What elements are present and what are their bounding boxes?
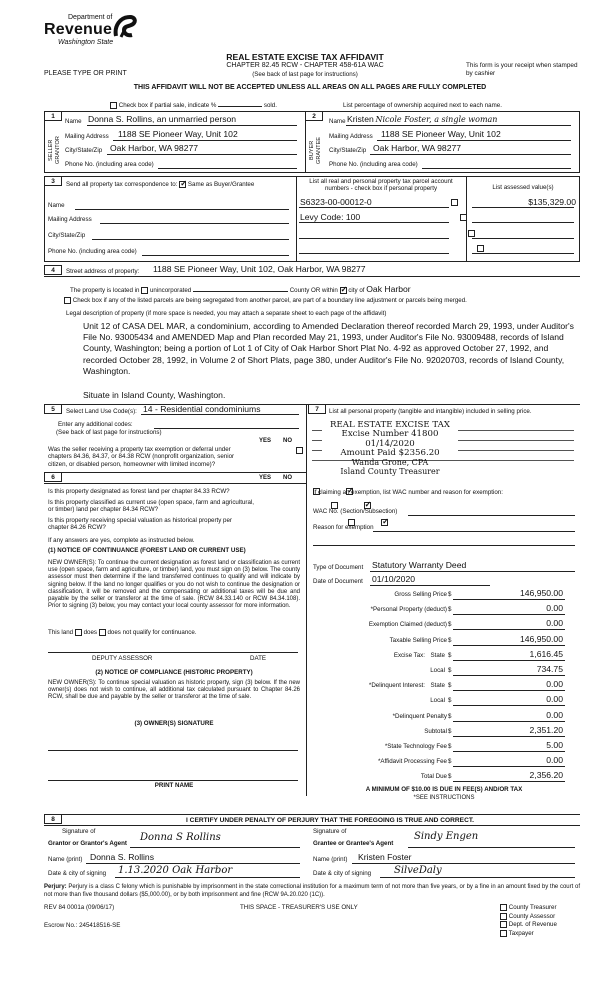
copy-county-assessor-checkbox[interactable]: [500, 913, 507, 920]
seller-city-label: City/State/Zip: [65, 147, 103, 154]
calc-dollar-sign: $: [448, 667, 452, 674]
calc-dollar-sign: $: [448, 682, 452, 690]
grantee-name-print-label: Name (print): [313, 856, 348, 863]
buyer-mailing-label: Mailing Address: [329, 133, 373, 140]
calc-label: Excise Tax:: [393, 651, 425, 659]
historic-no-checkbox[interactable]: [381, 519, 388, 526]
copy-dept-revenue: Dept. of Revenue: [508, 921, 557, 929]
form-see-back: (See back of last page for instructions): [252, 71, 358, 78]
segregated-checkbox[interactable]: [64, 297, 71, 304]
calc-sublabel: State: [430, 651, 445, 659]
stamp-line-6: Island County Treasurer: [340, 466, 440, 476]
calc-dollar-sign: $: [448, 591, 452, 598]
section-5-no-header: NO: [283, 438, 292, 444]
calc-value: 0.00: [546, 755, 563, 766]
seller-mailing: 1188 SE Pioneer Way, Unit 102: [118, 129, 238, 139]
perjury-label: Perjury:: [44, 884, 67, 890]
stamp-line-4: Amount Paid $2356.20: [322, 449, 458, 458]
minimum-fee-note: A MINIMUM OF $10.00 IS DUE IN FEE(S) AND/OR TAX: [365, 786, 523, 793]
section-4-number: 4: [44, 265, 62, 275]
send-correspondence-label: Send all property tax correspondence to:: [66, 181, 178, 189]
calc-value: 0.00: [546, 694, 563, 705]
section-6-yes-header: YES: [259, 475, 272, 481]
parcel-personal-checkbox-4[interactable]: [477, 245, 484, 252]
buyer-mailing: 1188 SE Pioneer Way, Unit 102: [381, 129, 501, 139]
street-address: 1188 SE Pioneer Way, Unit 102, Oak Harbor, WA 98277: [153, 264, 366, 274]
land-does-label: does: [83, 629, 97, 637]
same-as-buyer-checkbox[interactable]: [179, 181, 186, 188]
doc-type: Statutory Warranty Deed: [372, 560, 467, 570]
calc-sublabel: Local: [430, 697, 445, 705]
stamp-line-5: Wanda Grone, CPA: [351, 457, 429, 467]
grantor-name-print-label: Name (print): [48, 856, 83, 863]
perjury-text: Perjury is a class C felony which is punishable by imprisonment in the state correctional institution for a maximum term of not more than five years, or by a fine in an amount fixed by the court of not more than five thousand dollars ($5,000.00), or by both imprisonment and fine (RCW 9A.20.020 (1C)).: [44, 884, 581, 898]
unincorporated-checkbox[interactable]: [141, 287, 148, 294]
dor-logo: [44, 14, 139, 64]
calc-label: *Affidavit Processing Fee: [377, 758, 447, 766]
wac-label: WAC No. (Section/Subsection): [313, 508, 398, 515]
county-or-label: County OR within: [289, 287, 338, 294]
calc-value: 734.75: [536, 664, 563, 674]
calc-value: 0.00: [546, 618, 563, 629]
calc-dollar-sign: $: [448, 606, 452, 614]
calc-row: [313, 664, 575, 677]
segregated-label: Check box if any of the listed parcels are being segregated from another parcel, are part of a boundary line adjustment or parcels being merged.: [72, 297, 467, 305]
calc-label: Subtotal: [424, 727, 447, 735]
additional-codes-label: Enter any additional codes:: [58, 421, 133, 428]
excise-stamp: [322, 421, 458, 476]
calc-value: 2,351.20: [529, 724, 563, 735]
located-label: The property is located in: [70, 287, 140, 294]
calc-label: Total Due: [420, 773, 447, 781]
seller-name: Donna S. Rollins, an unmarried person: [88, 114, 237, 124]
calc-value: 0.00: [546, 603, 563, 614]
form-chapter: CHAPTER 82.45 RCW - CHAPTER 458-61A WAC: [226, 62, 384, 69]
please-type: PLEASE TYPE OR PRINT: [44, 70, 127, 77]
list-percentage-note: List percentage of ownership acquired next to each name.: [343, 102, 502, 109]
notice-1-text: NEW OWNER(S): To continue the current designation as forest land or classification as current use (open space, farm and agriculture, or timber) land, you must sign on (3) below. The county assessor must then determine if the land transferred continues to qualify and will indicate by signing below. If the land no longer qualifies or you do not wish to continue the designation or classification, it will be removed and the compensating or additional taxes will be due and payable by the seller or transferor at the time of sale. (RCW 84.33.140 or RCW 84.34.108). Prior to signing (3) below, you may contact your local county assessor for more information.: [48, 560, 300, 610]
forest-question: Is this property designated as forest land per chapter 84.33 RCW?: [48, 488, 230, 495]
current-use-question: Is this property classified as current use (open space, farm and agricultural, or timber) land per chapter 84.34 RCW?: [48, 499, 255, 514]
parcel-personal-checkbox-3[interactable]: [468, 230, 475, 237]
assessed-value: $135,329.00: [528, 197, 576, 207]
calc-label: *Delinquent Interest:: [368, 682, 425, 690]
buyer-name-handwritten: Nicole Foster, a single woman: [375, 115, 498, 124]
legal-description-label: Legal description of property (if more space is needed, you may attach a separate sheet to each page of the affidavit): [66, 310, 387, 317]
notice-2-title: (2) NOTICE OF COMPLIANCE (HISTORIC PROPERTY): [95, 669, 253, 676]
calc-row: [313, 634, 575, 647]
grantor-signature: Donna S Rollins: [140, 832, 221, 843]
print-name-label: PRINT NAME: [154, 782, 194, 789]
parcel-personal-checkbox-1[interactable]: [451, 199, 458, 206]
calc-row: [313, 588, 575, 601]
seller-city: Oak Harbor, WA 98277: [110, 143, 199, 153]
dept-line1: Department of: [68, 14, 113, 21]
situate-line: Situate in Island County, Washington.: [83, 390, 226, 400]
treasurer-use: THIS SPACE - TREASURER'S USE ONLY: [240, 904, 358, 911]
see-instructions-note: *SEE INSTRUCTIONS: [413, 795, 475, 801]
doc-type-label: Type of Document: [313, 564, 364, 571]
assessed-header: List assessed value(s): [492, 184, 554, 191]
if-yes-note: If any answers are yes, complete as instructed below.: [48, 537, 195, 544]
grantee-signature-of: Signature of: [313, 828, 347, 835]
partial-sale-checkbox[interactable]: [110, 102, 117, 109]
buyer-name-label: Name: [329, 118, 346, 125]
calc-row: [313, 618, 575, 631]
calc-row: [313, 649, 575, 662]
city-of-label: city of: [348, 287, 365, 294]
calc-dollar-sign: $: [448, 712, 452, 720]
grantee-date-city: SilveDaly: [394, 865, 442, 876]
section-3-number: 3: [44, 176, 62, 186]
copy-county-assessor: County Assessor: [508, 912, 556, 920]
doc-date: 01/10/2020: [372, 574, 416, 584]
city-value: Oak Harbor: [366, 284, 411, 294]
grantor-signature-of: Signature of: [62, 828, 96, 835]
calc-sublabel: Local: [430, 667, 445, 674]
calc-dollar-sign: $: [448, 727, 452, 735]
calc-dollar-sign: $: [448, 697, 452, 705]
grantee-signature: Sindy Engen: [414, 831, 479, 842]
copy-taxpayer-checkbox[interactable]: [500, 930, 507, 937]
calc-dollar-sign: $: [448, 621, 452, 629]
partial-sale-post: sold.: [263, 102, 277, 110]
section-5-yes-header: YES: [259, 438, 272, 444]
warning-banner: THIS AFFIDAVIT WILL NOT BE ACCEPTED UNLESS ALL AREAS ON ALL PAGES ARE FULLY COMPLETED: [133, 84, 487, 91]
notice-1-title: (1) NOTICE OF CONTINUANCE (FOREST LAND OR CURRENT USE): [48, 547, 246, 554]
doc-date-label: Date of Document: [313, 578, 363, 585]
grantee-date-city-label: Date & city of signing: [313, 870, 372, 877]
tax-phone-label: Phone No. (including area code): [48, 248, 137, 255]
unincorporated-label: unincorporated: [149, 287, 192, 294]
owner-signature-title: (3) OWNER(S) SIGNATURE: [134, 720, 214, 727]
tax-mailing-label: Mailing Address: [48, 216, 92, 223]
calc-label: *Personal Property (deduct): [370, 606, 447, 614]
additional-codes-note: (See back of last page for instructions): [56, 429, 162, 436]
buyer-city: Oak Harbor, WA 98277: [373, 143, 462, 153]
levy-code: Levy Code: 100: [300, 212, 361, 222]
seller-mailing-label: Mailing Address: [65, 133, 109, 140]
seller-phone-label: Phone No. (including area code): [65, 161, 154, 168]
partial-sale: [110, 102, 277, 110]
calc-value: 146,950.00: [519, 588, 563, 598]
calc-row: [313, 725, 575, 738]
calc-dollar-sign: $: [448, 758, 452, 766]
escrow-number: Escrow No.: 245418516-SE: [44, 922, 121, 929]
calc-dollar-sign: $: [448, 651, 452, 659]
grantor-agent-label: Grantor or Grantor's Agent: [48, 840, 127, 847]
rev-number: REV 84 0001a (09/06/17): [44, 904, 115, 911]
calc-label: Gross Selling Price: [394, 591, 447, 598]
calc-dollar-sign: $: [448, 743, 452, 750]
notice-2-text: NEW OWNER(S): To continue special valuation as historic property, sign (3) below. If the new owner(s) does not wish to continue, all additional tax calculated pursuant to Chapter 84.26 RCW, shall be due and payable by the seller or transferor at the time of sale.: [48, 680, 300, 701]
tax-name-label: Name: [48, 202, 65, 209]
grantee-agent-label: Grantee or Grantee's Agent: [313, 840, 394, 847]
calc-label: Taxable Selling Price: [389, 636, 447, 644]
calc-value: 0.00: [546, 679, 563, 690]
buyer-phone-label: Phone No. (including area code): [329, 161, 418, 168]
within-city-checkbox[interactable]: [340, 287, 347, 294]
calc-dollar-sign: $: [448, 636, 452, 644]
land-does-not-label: does not qualify for continuance.: [107, 629, 197, 637]
calc-row: [313, 755, 575, 768]
exemption-yes-checkbox[interactable]: [296, 447, 303, 454]
section-1-number: 1: [44, 111, 62, 121]
calc-row: [313, 710, 575, 723]
section-6-no-header: NO: [283, 475, 292, 481]
claiming-exemption-label: If claiming an exemption, list WAC number and reason for exemption:: [313, 489, 503, 496]
deputy-assessor-label: DEPUTY ASSESSOR: [92, 655, 153, 662]
this-land-label: This land: [48, 629, 74, 637]
grantor-date-city-label: Date & city of signing: [48, 870, 107, 877]
calc-row: [313, 679, 575, 692]
section-8-number: 8: [44, 814, 62, 824]
calc-value: 2,356.20: [529, 770, 563, 781]
copy-taxpayer: Taxpayer: [508, 929, 534, 937]
personal-property-label: List all personal property (tangible and intangible) included in selling price.: [329, 408, 532, 415]
parcel-header: List all real and personal property tax parcel account numbers - check box if personal property: [309, 178, 453, 193]
grantee-name: Kristen Foster: [358, 852, 412, 862]
historic-question: Is this property receiving special valuation as historical property per chapter 84.26 RCW?: [48, 517, 232, 532]
parcel-number: S6323-00-00012-0: [300, 197, 372, 207]
land-does-not-checkbox[interactable]: [99, 629, 106, 636]
tax-city-label: City/State/Zip: [48, 232, 86, 239]
calc-value: 146,950.00: [519, 633, 563, 644]
calc-row: [313, 770, 575, 783]
copy-county-treasurer: County Treasurer: [508, 904, 557, 912]
land-use-label: Select Land Use Code(s):: [66, 408, 137, 415]
calc-label: *State Technology Fee: [384, 743, 447, 750]
stamp-line-2: Excise Number 41800: [322, 430, 458, 439]
calc-value: 5.00: [546, 740, 563, 750]
calc-value: 0.00: [546, 709, 563, 720]
copy-distribution: [500, 904, 557, 938]
land-does-checkbox[interactable]: [75, 629, 82, 636]
section-5-number: 5: [44, 404, 62, 414]
section-2-number: 2: [305, 111, 323, 121]
same-as-buyer-label: Same as Buyer/Grantee: [187, 181, 255, 189]
deputy-date-label: DATE: [250, 655, 267, 662]
street-label: Street address of property:: [66, 268, 140, 275]
section-6-number: 6: [44, 472, 62, 482]
legal-description: Unit 12 of CASA DEL MAR, a condominium, according to Amended Declaration thereof recorded March 29, 1993, under Auditor's File No. 93005434 and AMENDED Map and Plan recorded May 21, 1993, under Auditor's File No. 93009488, records of Island County, Washington; being a portion of Lot 1 of City of Oak Harbor Short Plat No. 4-92 as approved October 27, 1992, and recorded October 28, 1992, in Volume 2 of Short Plats, page 380, under Auditor's File No. 92020703, records of Island County, Washington.: [83, 321, 574, 376]
section-7-number: 7: [308, 404, 326, 414]
grantor-name: Donna S. Rollins: [90, 852, 155, 862]
form-title: REAL ESTATE EXCISE TAX AFFIDAVIT: [226, 52, 384, 62]
calc-value: 1,616.45: [529, 648, 563, 659]
stamp-line-1: REAL ESTATE EXCISE TAX: [322, 421, 458, 430]
grantor-date-city: 1.13.2020 Oak Harbor: [118, 865, 233, 876]
dor-logo-icon: [112, 14, 138, 40]
reason-label: Reason for exemption: [313, 524, 374, 531]
dept-line2: Revenue: [44, 21, 113, 38]
calc-row: [313, 603, 575, 616]
land-use-code: 14 - Residential condominiums: [143, 404, 261, 414]
copy-dept-revenue-checkbox[interactable]: [500, 921, 507, 928]
exemption-question: Was the seller receiving a property tax exemption or deferral under chapters 84.36, 84.37, or 84.38 RCW (nonprofit organization, senior citizen, or disabled person, homeowner with limited income)?: [48, 446, 235, 468]
calc-row: [313, 740, 575, 753]
calc-dollar-sign: $: [448, 773, 452, 781]
seller-name-label: Name: [65, 118, 82, 125]
calc-row: [313, 694, 575, 707]
calc-label: *Delinquent Penalty: [392, 712, 447, 720]
certify-statement: I CERTIFY UNDER PENALTY OF PERJURY THAT THE FOREGOING IS TRUE AND CORRECT.: [186, 817, 474, 824]
dept-line3: Washington State: [58, 39, 114, 46]
parcel-personal-checkbox-2[interactable]: [460, 214, 467, 221]
calc-sublabel: State: [430, 682, 445, 690]
copy-county-treasurer-checkbox[interactable]: [500, 904, 507, 911]
partial-sale-label: Check box if partial sale, indicate %: [118, 102, 217, 110]
buyer-side-label: BUYER GRANTEE: [309, 136, 322, 164]
receipt-note: This form is your receipt when stamped by cashier: [466, 62, 578, 78]
buyer-city-label: City/State/Zip: [329, 147, 367, 154]
calc-label: Exemption Claimed (deduct): [368, 621, 447, 629]
buyer-name-typed: Kristen: [347, 114, 374, 124]
seller-side-label: SELLER GRANTOR: [48, 136, 61, 164]
stamp-line-3: 01/14/2020: [322, 440, 458, 449]
